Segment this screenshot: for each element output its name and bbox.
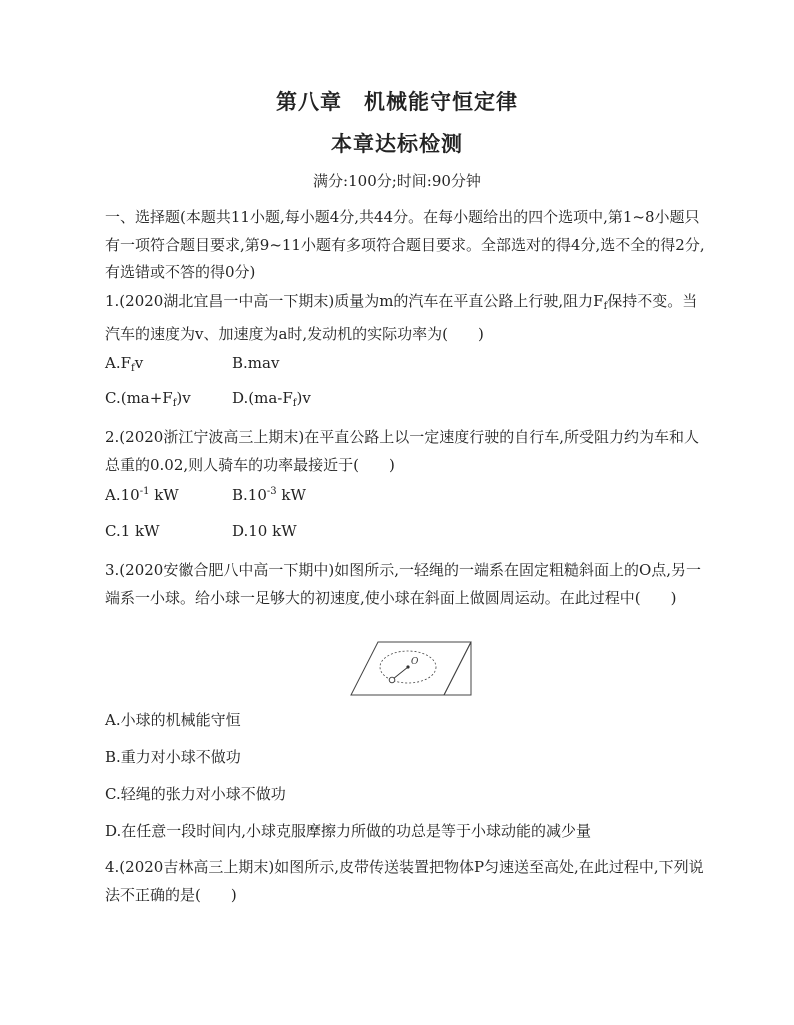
- incline-top-face: [351, 642, 471, 695]
- question-1-option-a: $A.F_fv$: [105, 354, 144, 374]
- question-2-stem: 2.(2020浙江宁波高三上期末)在平直公路上以一定速度行驶的自行车,所受阻力约为车和人总重的0.02,则人骑车的功率最接近于( ): [105, 428, 699, 474]
- section-intro: 一、选择题(本题共11小题,每小题4分,共44分。在每小题给出的四个选项中,第1~8小题只有一项符合题目要求,第9~11小题有多项符合题目要求。全部选对的得4分,选不全的得2分,有选错或不答的得0分): [105, 208, 705, 281]
- chapter-number: 第八章: [276, 89, 342, 114]
- page-subtitle: 本章达标检测: [331, 131, 463, 156]
- question-4-stem: 4.(2020吉林高三上期末)如图所示,皮带传送装置把物体P匀速送至高处,在此过程中,下列说法不正确的是( ): [105, 858, 704, 904]
- question-2-option-a: $A.10^{-1}$ kW: [105, 486, 179, 504]
- question-1-option-c: $C.(ma+F_f)v$: [105, 389, 191, 409]
- ball: [389, 677, 395, 683]
- question-3-option-a: A.小球的机械能守恒: [105, 711, 241, 729]
- question-1-stem: 1.(2020湖北宜昌一中高一下期末)质量为m的汽车在平直公路上行驶,阻力$F_f$保持不变。当汽车的速度为v、加速度为a时,发动机的实际功率为( ): [105, 292, 698, 343]
- question-3-stem: 3.(2020安徽合肥八中高一下期中)如图所示,一轻绳的一端系在固定粗糙斜面上的O点,另一端系一小球。给小球一足够大的初速度,使小球在斜面上做圆周运动。在此过程中( ): [105, 561, 702, 607]
- incline-figure: [350, 637, 474, 697]
- chapter-heading: [0, 86, 794, 116]
- question-3-option-d: D.在任意一段时间内,小球克服摩擦力所做的功总是等于小球动能的减少量: [105, 822, 592, 840]
- question-2-option-b: $B.10^{-3}$ kW: [232, 486, 306, 504]
- incline-side-face: [444, 642, 471, 695]
- pivot-label: O: [411, 657, 419, 667]
- chapter-title: 机械能守恒定律: [364, 89, 518, 114]
- question-3-option-b: B.重力对小球不做功: [105, 748, 241, 766]
- question-1-option-d: $D.(ma-F_f)v$: [232, 389, 311, 409]
- question-3-option-c: C.轻绳的张力对小球不做功: [105, 785, 286, 803]
- question-2-option-c: C.1 kW: [105, 522, 160, 540]
- score-time-info: 满分:100分;时间:90分钟: [313, 172, 481, 190]
- question-1-option-b: B.mav: [232, 354, 280, 372]
- question-2-option-d: D.10 kW: [232, 522, 297, 540]
- pivot-point-o: [406, 665, 409, 668]
- string-line: [393, 667, 408, 679]
